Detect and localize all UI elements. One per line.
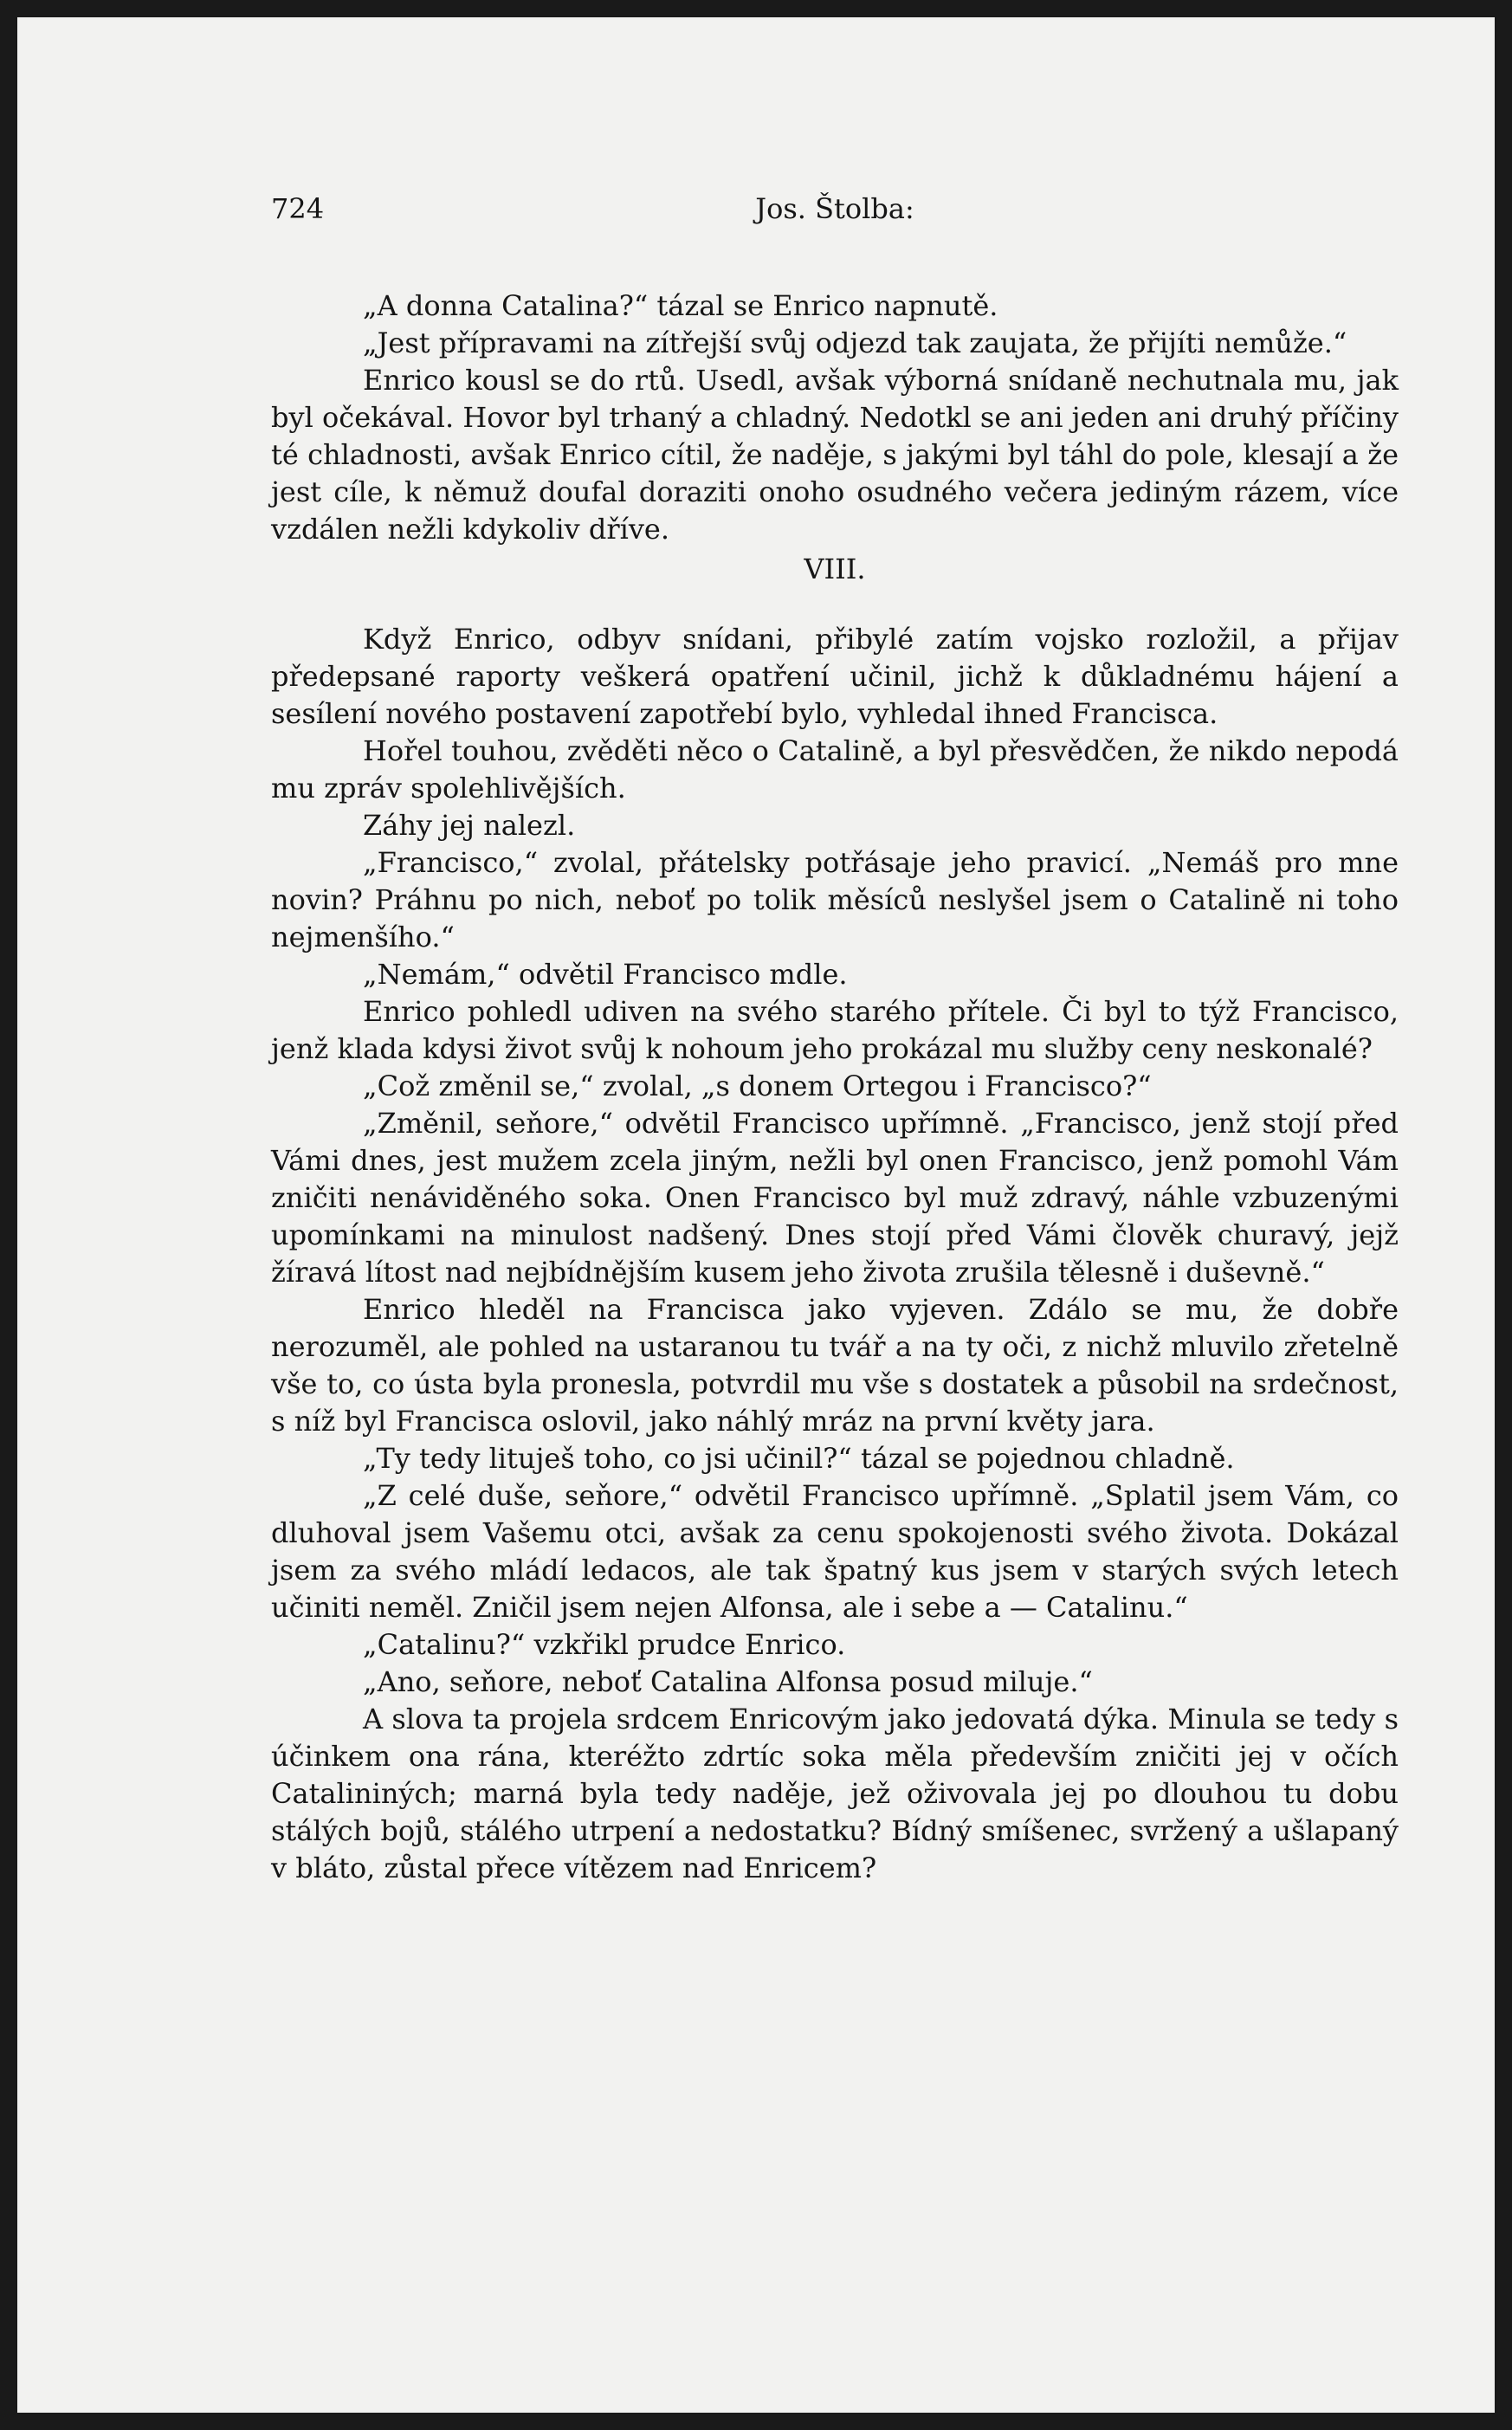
page-header	[271, 191, 1399, 242]
paragraph: Záhy jej nalezl.	[363, 809, 576, 842]
paragraph: „Francisco,“ zvolal, přátelsky potřásaje jeho pravicí. „Nemáš pro mne novin? Práhnu po nich, neboť po tolik měsíců neslyšel jsem o Catalině ni toho nejmenšího.“	[271, 846, 1399, 953]
paragraph: Hořel touhou, zvěděti něco o Catalině, a byl přesvědčen, že nikdo nepodá mu zpráv spolehlivějších.	[271, 734, 1399, 805]
book-page	[17, 17, 1495, 2413]
text-after-section	[271, 621, 1399, 1887]
paragraph: „Ty tedy lituješ toho, co jsi učinil?“ tázal se pojednou chladně.	[363, 1442, 1235, 1475]
paragraph: A slova ta projela srdcem Enricovým jako jedovatá dýka. Minula se tedy s účinkem ona rána, kteréžto zdrtíc soka měla především zničiti jej v očích Catalininých; marná byla tedy naděje, jež oživovala jej po dlouhou tu dobu stálých bojů, stálého utrpení a nedostatku? Bídný smíšenec, svržený a ušlapaný v bláto, zůstal přece vítězem nad Enricem?	[271, 1703, 1399, 1884]
page-content	[271, 191, 1399, 1887]
running-head: Jos. Štolba:	[755, 192, 914, 225]
paragraph: „Jest přípravami na zítřejší svůj odjezd tak zaujata, že přijíti nemůže.“	[363, 326, 1347, 359]
paragraph: „Změnil, seňore,“ odvětil Francisco upřímně. „Francisco, jenž stojí před Vámi dnes, jest mužem zcela jiným, nežli byl onen Francisco, jenž pomohl Vám zničiti nenáviděného soka. Onen Francisco byl muž zdravý, náhle vzbuzenými upomínkami na minulost nadšený. Dnes stojí před Vámi člověk churavý, jejž žíravá lítost nad nejbídnějším kusem jeho života zrušila tělesně i duševně.“	[271, 1107, 1399, 1289]
paragraph: Enrico hleděl na Francisca jako vyjeven. Zdálo se mu, že dobře nerozuměl, ale pohled na ustaranou tu tvář a na ty oči, z nichž mluvilo zřetelně vše to, co ústa byla pronesla, potvrdil mu vše s dostatek a působil na srdečnost, s níž byl Francisca oslovil, jako náhlý mráz na první květy jara.	[271, 1293, 1399, 1438]
section-heading: VIII.	[804, 553, 866, 585]
paragraph: Když Enrico, odbyv snídani, přibylé zatím vojsko rozložil, a přijav předepsané raporty veškerá opatření učinil, jichž k důkladnému hájení a sesílení nového postavení zapotřebí bylo, vyhledal ihned Francisca.	[271, 623, 1399, 730]
paragraph: „Z celé duše, seňore,“ odvětil Francisco upřímně. „Splatil jsem Vám, co dluhoval jsem Vašemu otci, avšak za cenu spokojenosti svého života. Dokázal jsem za svého mládí ledacos, ale tak špatný kus jsem v starých svých letech učiniti neměl. Zničil jsem nejen Alfonsa, ale i sebe a — Catalinu.“	[271, 1479, 1399, 1624]
paragraph: „Catalinu?“ vzkřikl prudce Enrico.	[363, 1628, 846, 1661]
paragraph: „Ano, seňore, neboť Catalina Alfonsa posud miluje.“	[363, 1665, 1093, 1698]
page-number: 724	[271, 192, 325, 225]
text-before-section	[271, 288, 1399, 548]
paragraph: Enrico pohledl udiven na svého starého přítele. Či byl to týž Francisco, jenž klada kdysi život svůj k nohoum jeho prokázal mu služby ceny neskonalé?	[271, 995, 1399, 1065]
paragraph: „Nemám,“ odvětil Francisco mdle.	[363, 958, 848, 991]
paragraph: „A donna Catalina?“ tázal se Enrico napnutě.	[363, 289, 998, 322]
paragraph: „Což změnil se,“ zvolal, „s donem Ortegou i Francisco?“	[363, 1070, 1152, 1102]
paragraph: Enrico kousl se do rtů. Usedl, avšak výborná snídaně nechutnala mu, jak byl očekával. Hovor byl trhaný a chladný. Nedotkl se ani jeden ani druhý příčiny té chladnosti, avšak Enrico cítil, že naděje, s jakými byl táhl do pole, klesají a že jest cíle, k němuž doufal doraziti onoho osudného večera jediným rázem, více vzdálen nežli kdykoliv dříve.	[271, 364, 1399, 546]
